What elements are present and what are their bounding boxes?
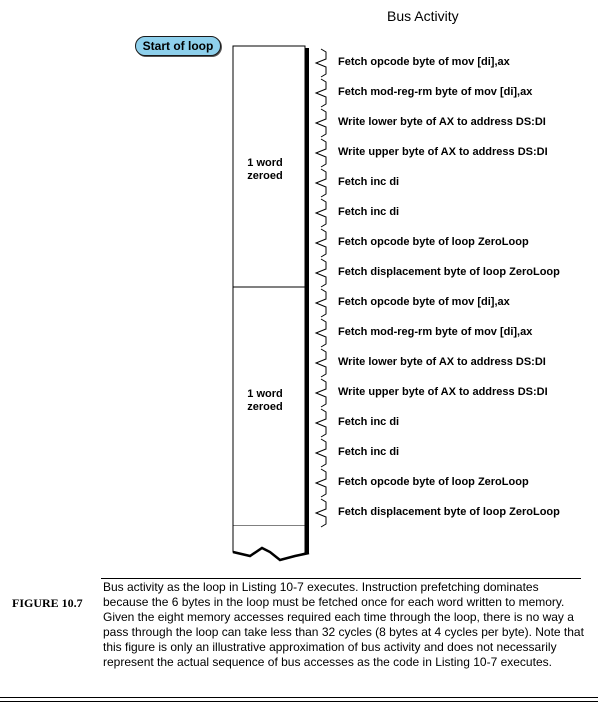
step-brace [316, 199, 326, 227]
step-label: Fetch inc di [338, 206, 400, 218]
start-of-loop-pill: Start of loop [135, 36, 221, 56]
step-label: Fetch displacement byte of loop ZeroLoop [338, 266, 560, 278]
step-brace [316, 79, 326, 107]
step-label: Fetch inc di [338, 446, 400, 458]
step-brace [316, 409, 326, 437]
step-label: Fetch opcode byte of loop ZeroLoop [338, 476, 529, 488]
caption-top-rule [101, 578, 581, 579]
step-label: Fetch displacement byte of loop ZeroLoop [338, 506, 560, 518]
step-label: Write lower byte of AX to address DS:DI [338, 356, 546, 368]
step-brace [316, 349, 326, 377]
step-brace [316, 229, 326, 257]
step-label: Fetch mod-reg-rm byte of mov [di],ax [338, 326, 533, 338]
block-label-word-2: 1 word zeroed [247, 388, 283, 413]
stack-column [233, 46, 305, 526]
figure-label: FIGURE 10.7 [12, 596, 83, 610]
step-label: Write upper byte of AX to address DS:DI [338, 386, 548, 398]
step-brace [316, 439, 326, 467]
step-brace [316, 259, 326, 287]
step-brace [316, 379, 326, 407]
step-label: Fetch opcode byte of mov [di],ax [338, 296, 510, 308]
step-label: Fetch opcode byte of mov [di],ax [338, 56, 510, 68]
step-brace [316, 319, 326, 347]
stack-shadow-right [305, 48, 309, 553]
step-brace [316, 499, 326, 527]
block-label-word-1: 1 word zeroed [247, 157, 283, 182]
step-brace [316, 469, 326, 497]
caption-text: Bus activity as the loop in Listing 10-7 executes. Instruction prefetching dominates because the 6 bytes in the loop must be fetched once for each word written to memory. Given the eight memory accesses required each time through the loop, there is no way a pass through the loop can take less than 32 cycles (8 bytes at 4 cycles per byte). Note that this figure is only an illustrative approximation of bus activity and does not necessarily represent the actual sequence of bus accesses as the code in Listing 10-7 executes. [103, 580, 584, 669]
step-label: Fetch inc di [338, 176, 400, 188]
step-label: Fetch inc di [338, 416, 400, 428]
step-label: Write lower byte of AX to address DS:DI [338, 116, 546, 128]
step-brace [316, 289, 326, 317]
step-brace [316, 169, 326, 197]
figure-caption [0, 578, 605, 725]
step-label: Fetch mod-reg-rm byte of mov [di],ax [338, 86, 533, 98]
diagram-title: Bus Activity [387, 8, 459, 24]
step-brace [316, 49, 326, 77]
step-brace [316, 139, 326, 167]
step-label: Fetch opcode byte of loop ZeroLoop [338, 236, 529, 248]
caption-bottom-rule [0, 697, 598, 702]
step-braces [316, 49, 326, 527]
step-brace [316, 109, 326, 137]
step-label: Write upper byte of AX to address DS:DI [338, 146, 548, 158]
